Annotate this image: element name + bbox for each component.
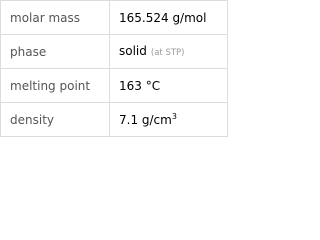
table-row-molar-mass <box>1 1 228 35</box>
property-label: density <box>1 103 110 137</box>
property-label: melting point <box>1 69 110 103</box>
condition-note: (at STP) <box>150 47 185 58</box>
property-value-text: 163 °C <box>119 78 161 93</box>
table-row-phase <box>1 35 228 69</box>
property-value <box>110 35 228 69</box>
property-value-text: solid <box>119 43 147 58</box>
table-row-density <box>1 103 228 137</box>
property-label: phase <box>1 35 110 69</box>
property-label: molar mass <box>1 1 110 35</box>
property-value <box>110 69 228 103</box>
property-value-text: 7.1 g/cm <box>119 112 172 127</box>
properties-table <box>0 0 228 137</box>
property-value <box>110 103 228 137</box>
property-value <box>110 1 228 35</box>
unit-exponent: 3 <box>171 111 177 121</box>
property-value-text: 165.524 g/mol <box>119 10 207 25</box>
table-row-melting-point <box>1 69 228 103</box>
